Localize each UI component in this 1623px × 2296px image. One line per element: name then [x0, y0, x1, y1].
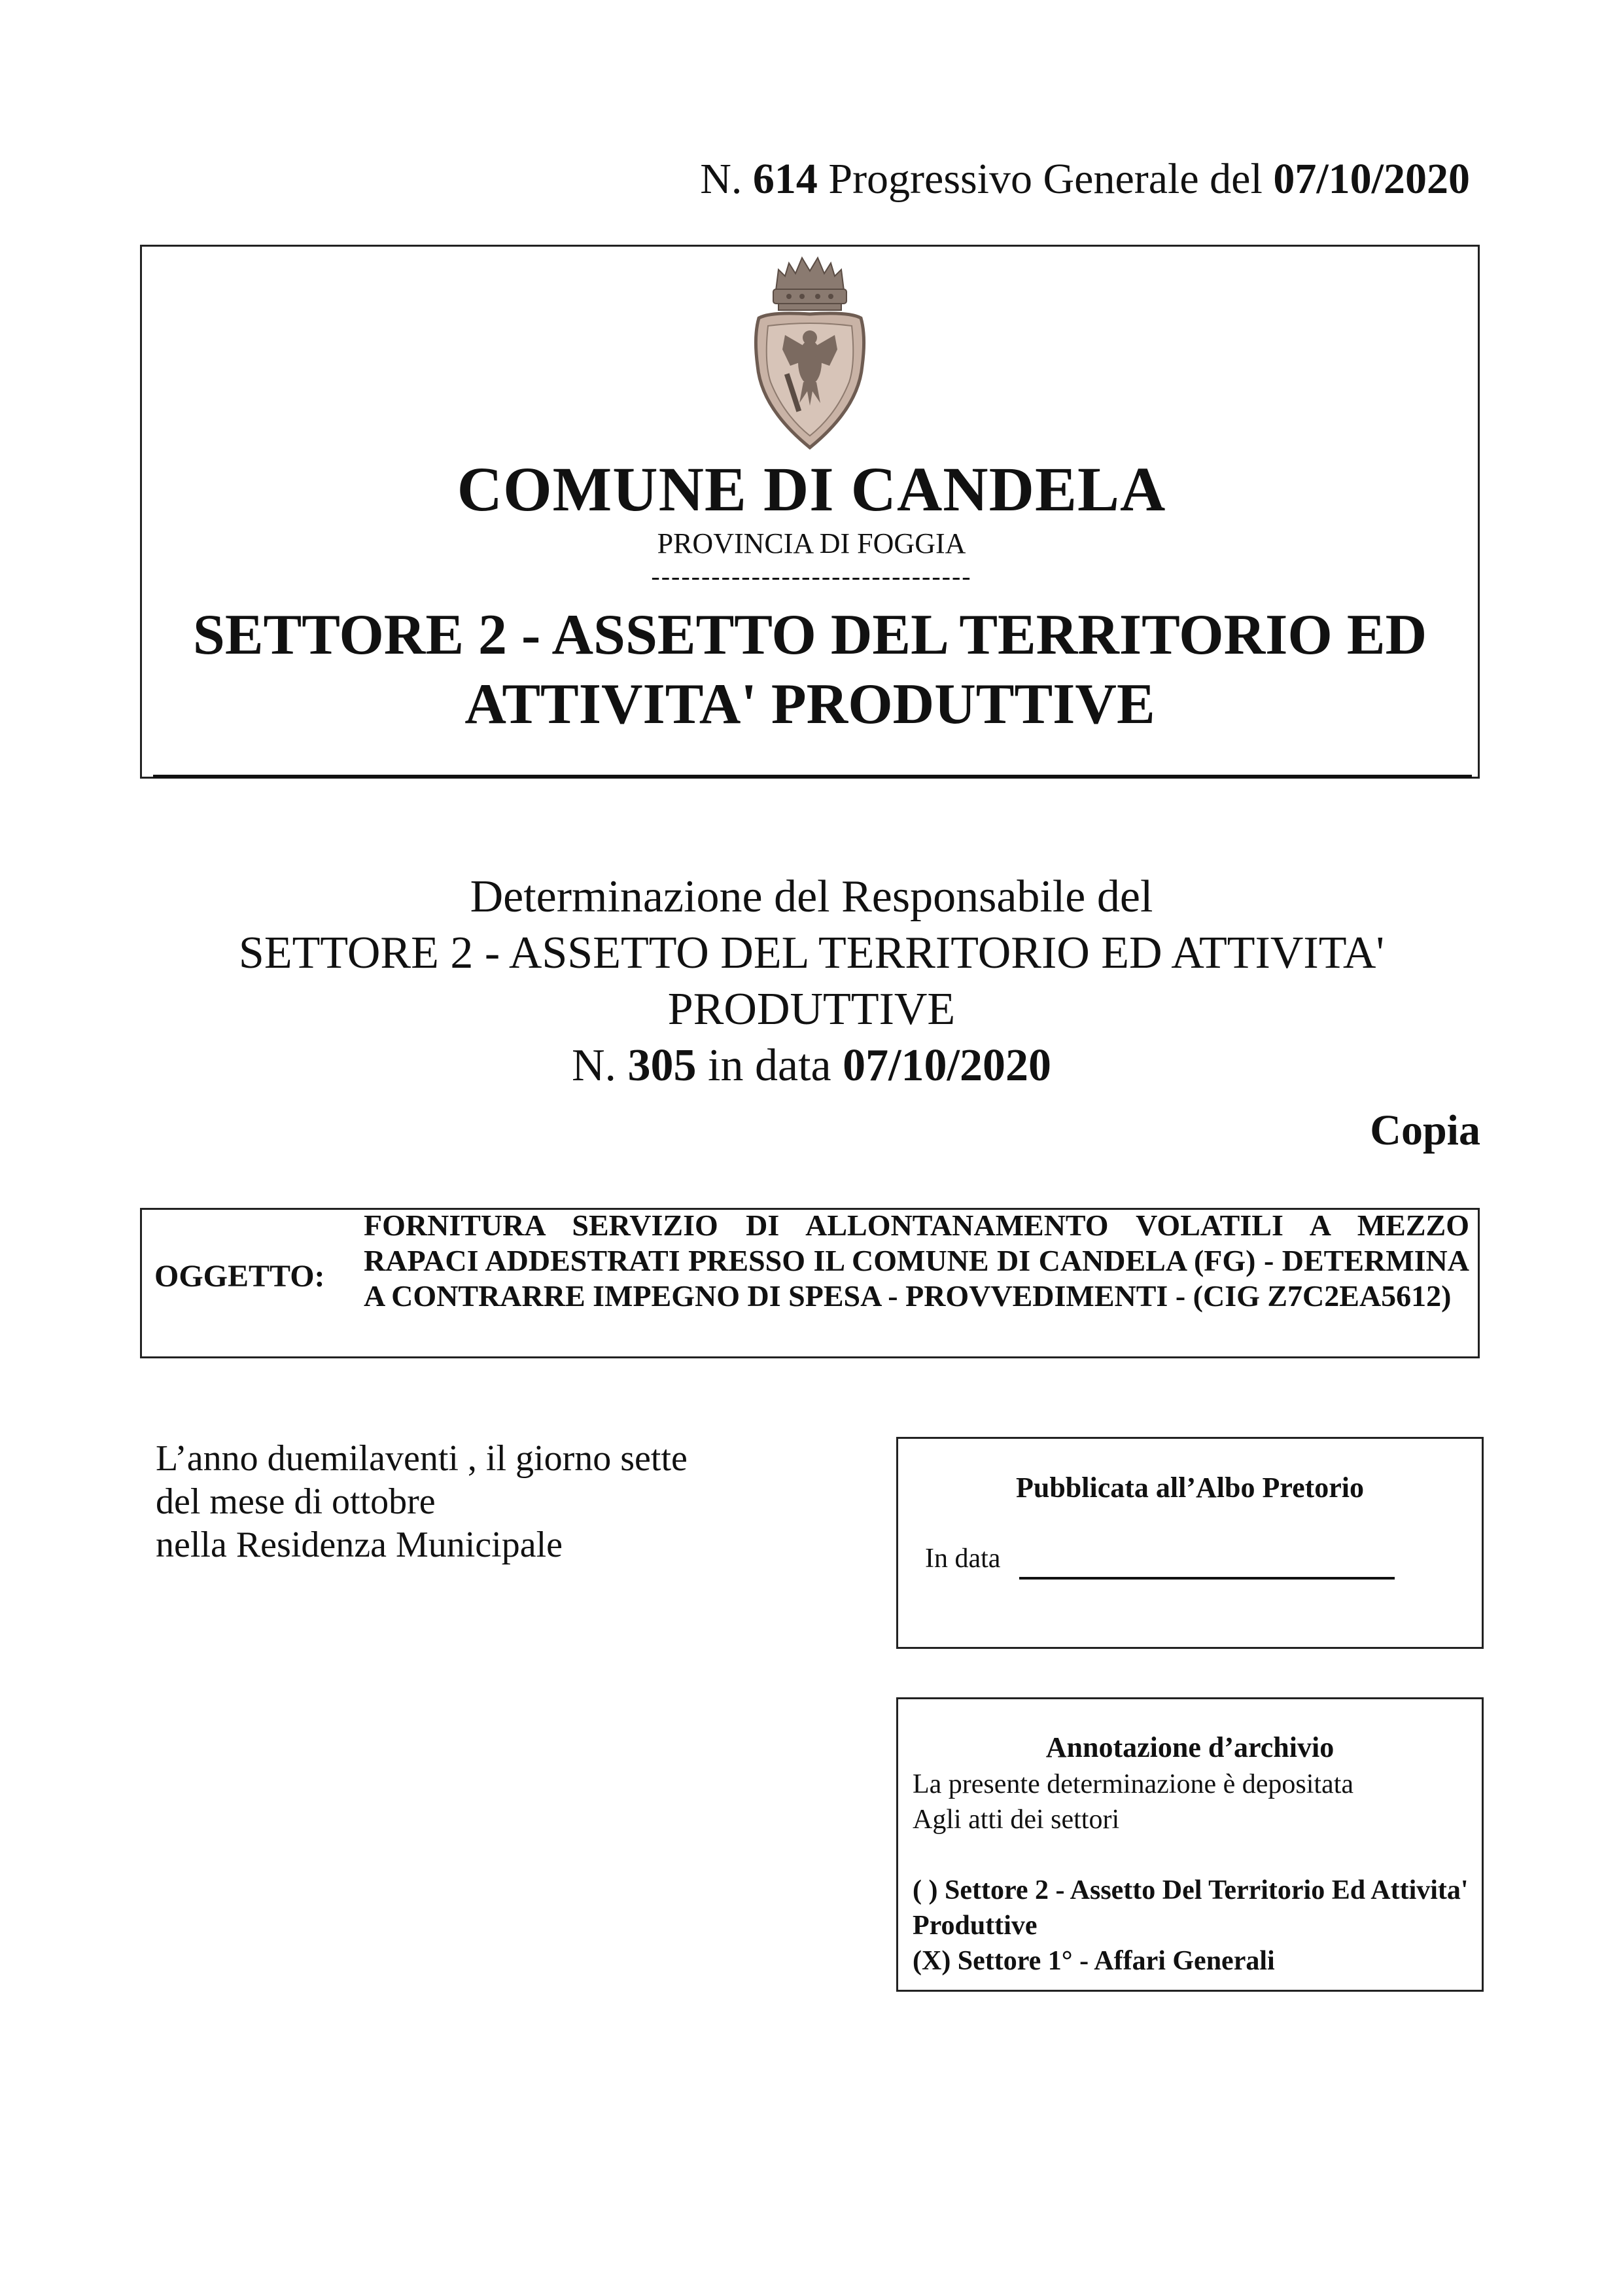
anno-line2: del mese di ottobre: [156, 1481, 436, 1522]
archivio-body: [913, 1767, 1469, 1979]
progressive-number: N. 614 Progressivo Generale del 07/10/2020: [700, 155, 1470, 203]
header-rule: [153, 775, 1472, 778]
albo-date-label: In data: [925, 1544, 1001, 1574]
separator: --------------------------------: [651, 561, 972, 591]
anno-line1: L’anno duemilaventi , il giorno sette: [156, 1438, 688, 1479]
determinazione-line1: Determinazione del Responsabile del: [470, 872, 1153, 922]
determinazione-number: N. 305 in data 07/10/2020: [571, 1040, 1051, 1091]
albo-pretorio-title: Pubblicata all’Albo Pretorio: [1015, 1472, 1365, 1504]
archivio-line2: Agli atti dei settori: [913, 1805, 1120, 1835]
archivio-item-settore2: ( ) Settore 2 - Assetto Del Territorio Ed Attivita' Produttive: [913, 1875, 1469, 1941]
determinazione-block: [0, 869, 1623, 1094]
anno-line3: nella Residenza Municipale: [156, 1525, 563, 1565]
determinazione-line2: SETTORE 2 - ASSETTO DEL TERRITORIO ED ATTIVITA': [238, 928, 1385, 978]
archivio-line1: La presente determinazione è depositata: [913, 1769, 1354, 1799]
archivio-title: Annotazione d’archivio: [1045, 1731, 1335, 1763]
settore-title-line2: ATTIVITA' PRODUTTIVE: [464, 673, 1155, 736]
anno-text: [156, 1437, 688, 1566]
comune-title: COMUNE DI CANDELA: [457, 454, 1166, 524]
settore-title-line1: SETTORE 2 - ASSETTO DEL TERRITORIO ED: [192, 603, 1427, 667]
archivio-item-settore1: (X) Settore 1° - Affari Generali: [913, 1946, 1275, 1976]
oggetto-text: FORNITURA SERVIZIO DI ALLONTANAMENTO VOLATILI A MEZZO RAPACI ADDESTRATI PRESSO IL COMUNE DI CANDELA (FG) - DETERMINA A CONTRARRE IMPEGNO DI SPESA - PROVVEDIMENTI - (CIG Z7C2EA5612): [364, 1209, 1469, 1313]
coat-of-arms-icon: [744, 251, 875, 454]
copia-label: Copia: [1370, 1106, 1480, 1154]
determinazione-line3: PRODUTTIVE: [667, 984, 956, 1034]
settore-title: [140, 601, 1480, 739]
oggetto-label: OGGETTO:: [154, 1259, 325, 1294]
provincia-subtitle: PROVINCIA DI FOGGIA: [657, 527, 966, 559]
albo-date-line: [1019, 1577, 1395, 1580]
